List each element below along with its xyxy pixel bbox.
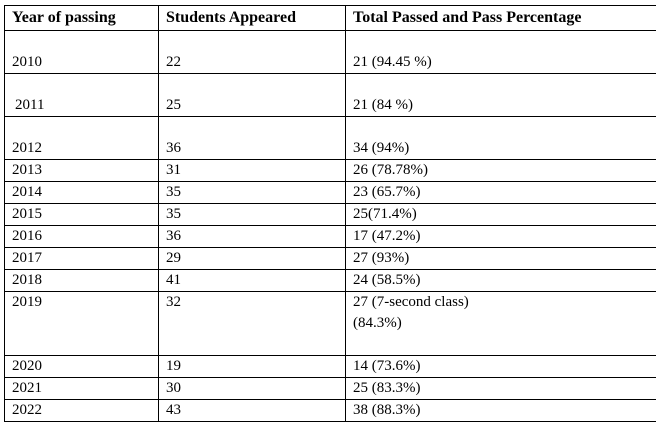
year-cell: 2020 xyxy=(5,356,159,378)
passed-cell: 25 (83.3%) xyxy=(346,378,656,400)
passed-cell: 21 (84 %) xyxy=(346,74,656,117)
table-row xyxy=(5,117,656,160)
table-row xyxy=(5,400,656,422)
passed-cell xyxy=(346,292,656,356)
header-students-appeared: Students Appeared xyxy=(159,6,346,31)
appeared-cell: 41 xyxy=(159,270,346,292)
appeared-cell: 43 xyxy=(159,400,346,422)
year-cell: 2015 xyxy=(5,204,159,226)
table-row xyxy=(5,31,656,74)
header-total-passed: Total Passed and Pass Percentage xyxy=(346,6,656,31)
table-row xyxy=(5,378,656,400)
year-cell: 2012 xyxy=(5,117,159,160)
table-row xyxy=(5,160,656,182)
results-table xyxy=(4,5,656,422)
year-cell: 2018 xyxy=(5,270,159,292)
appeared-cell: 30 xyxy=(159,378,346,400)
year-cell: 2010 xyxy=(5,31,159,74)
appeared-cell: 36 xyxy=(159,117,346,160)
appeared-cell: 19 xyxy=(159,356,346,378)
appeared-cell: 35 xyxy=(159,182,346,204)
year-cell: 2017 xyxy=(5,248,159,270)
appeared-cell: 29 xyxy=(159,248,346,270)
passed-line-2: (84.3%) xyxy=(353,313,656,334)
year-cell: 2016 xyxy=(5,226,159,248)
table-row xyxy=(5,204,656,226)
passed-cell: 38 (88.3%) xyxy=(346,400,656,422)
passed-cell: 21 (94.45 %) xyxy=(346,31,656,74)
passed-cell: 34 (94%) xyxy=(346,117,656,160)
header-year: Year of passing xyxy=(5,6,159,31)
passed-cell: 26 (78.78%) xyxy=(346,160,656,182)
passed-cell: 24 (58.5%) xyxy=(346,270,656,292)
table-row xyxy=(5,292,656,356)
appeared-cell: 35 xyxy=(159,204,346,226)
table-row xyxy=(5,182,656,204)
year-cell: 2014 xyxy=(5,182,159,204)
year-cell: 2013 xyxy=(5,160,159,182)
passed-line-1: 27 (7-second class) xyxy=(353,292,656,313)
passed-cell: 27 (93%) xyxy=(346,248,656,270)
table-row xyxy=(5,74,656,117)
appeared-cell: 31 xyxy=(159,160,346,182)
passed-cell: 14 (73.6%) xyxy=(346,356,656,378)
year-cell: 2019 xyxy=(5,292,159,356)
year-value: 2011 xyxy=(12,97,44,113)
appeared-cell: 32 xyxy=(159,292,346,356)
header-row xyxy=(5,6,656,31)
table-row xyxy=(5,270,656,292)
table-row xyxy=(5,226,656,248)
table-row xyxy=(5,356,656,378)
appeared-cell: 25 xyxy=(159,74,346,117)
appeared-cell: 36 xyxy=(159,226,346,248)
passed-cell: 17 (47.2%) xyxy=(346,226,656,248)
passed-cell: 23 (65.7%) xyxy=(346,182,656,204)
appeared-cell: 22 xyxy=(159,31,346,74)
passed-cell: 25(71.4%) xyxy=(346,204,656,226)
year-cell xyxy=(5,74,159,117)
year-cell: 2022 xyxy=(5,400,159,422)
year-cell: 2021 xyxy=(5,378,159,400)
table-row xyxy=(5,248,656,270)
